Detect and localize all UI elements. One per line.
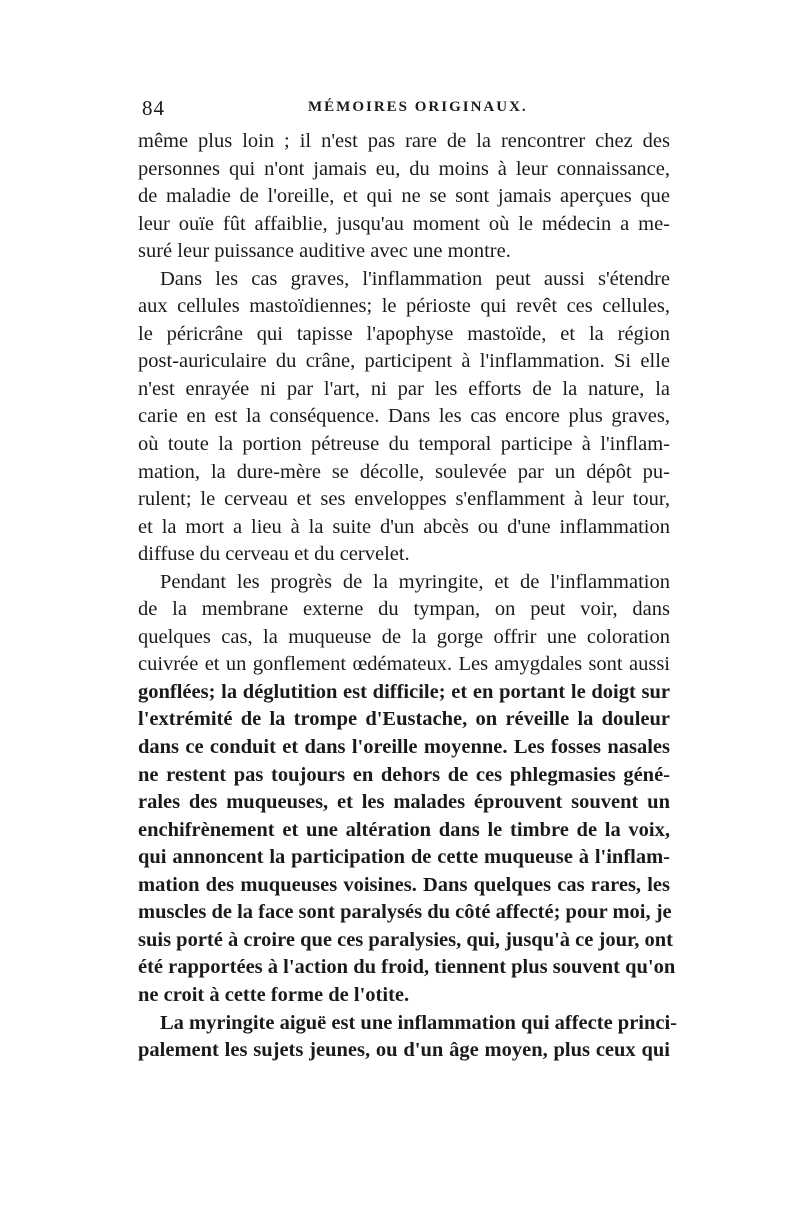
text-line: même plus loin ; il n'est pas rare de la rencontrer chez des — [138, 130, 670, 152]
text-line: cuivrée et un gonflement œdémateux. Les amygdales sont aussi — [138, 653, 670, 676]
text-line: qui annoncent la participation de cette muqueuse à l'inflam- — [138, 846, 670, 869]
text-line: et la mort a lieu à la suite d'un abcès ou d'une inflammation — [138, 515, 670, 538]
text-line: Dans les cas graves, l'inflammation peut aussi s'étendre — [160, 267, 670, 290]
text-line: mation des muqueuses voisines. Dans quelques cas rares, les — [138, 873, 670, 896]
text-line: aux cellules mastoïdiennes; le périoste qui revêt ces cellules, — [138, 295, 670, 318]
text-line: La myringite aiguë est une inflammation qui affecte princi- — [160, 1011, 678, 1034]
text-line: muscles de la face sont paralysés du côté affecté; pour moi, je — [138, 901, 672, 924]
paragraph — [138, 128, 670, 266]
text-line: gonflées; la déglutition est difficile; et en portant le doigt sur — [138, 680, 670, 703]
text-line: de la membrane externe du tympan, on peut voir, dans — [138, 598, 670, 621]
text-line: quelques cas, la muqueuse de la gorge offrir une coloration — [138, 625, 670, 648]
text-line: rulent; le cerveau et ses enveloppes s'enflamment à leur tour, — [138, 488, 670, 511]
text-line: n'est enrayée ni par l'art, ni par les efforts de la nature, la — [138, 377, 670, 400]
text-line: de maladie de l'oreille, et qui ne se sont jamais aperçues que — [138, 185, 670, 208]
text-line: Pendant les progrès de la myringite, et de l'inflammation — [160, 570, 670, 593]
text-line: suré leur puissance auditive avec une montre. — [138, 240, 511, 263]
text-line: carie en est la conséquence. Dans les cas encore plus graves, — [138, 405, 670, 428]
text-line: été rapportées à l'action du froid, tiennent plus souvent qu'on — [138, 956, 676, 979]
text-line: rales des muqueuses, et les malades éprouvent souvent un — [138, 791, 670, 814]
text-line: palement les sujets jeunes, ou d'un âge moyen, plus ceux qui — [138, 1039, 670, 1062]
page-number: 84 — [142, 96, 165, 120]
text-line: ne restent pas toujours en dehors de ces phlegmasies géné- — [138, 763, 670, 786]
text-line: ne croit à cette forme de l'otite. — [138, 983, 410, 1006]
text-line: personnes qui n'ont jamais eu, du moins à leur connaissance, — [138, 157, 670, 180]
running-head — [138, 96, 670, 120]
running-title: MÉMOIRES ORIGINAUX. — [308, 99, 528, 115]
paragraph — [138, 569, 676, 1010]
text-line: l'extrémité de la trompe d'Eustache, on réveille la douleur — [138, 708, 670, 731]
text-line: enchifrènement et une altération dans le timbre de la voix, — [138, 818, 670, 841]
text-line: dans ce conduit et dans l'oreille moyenne. Les fosses nasales — [138, 736, 670, 759]
text-line: post-auriculaire du crâne, participent à l'inflammation. Si elle — [138, 350, 670, 373]
text-line: diffuse du cerveau et du cervelet. — [138, 543, 410, 566]
text-line: leur ouïe fût affaiblie, jusqu'au moment où le médecin a me- — [138, 212, 670, 235]
paragraph — [138, 1010, 678, 1065]
text-line: où toute la portion pétreuse du temporal participe à l'inflam- — [138, 433, 670, 456]
paragraph — [138, 266, 670, 569]
text-line: le péricrâne qui tapisse l'apophyse mastoïde, et la région — [138, 322, 670, 345]
body-text — [138, 128, 678, 1065]
text-line: suis porté à croire que ces paralysies, qui, jusqu'à ce jour, ont — [138, 928, 673, 951]
text-line: mation, la dure-mère se décolle, soulevée par un dépôt pu- — [138, 460, 670, 483]
